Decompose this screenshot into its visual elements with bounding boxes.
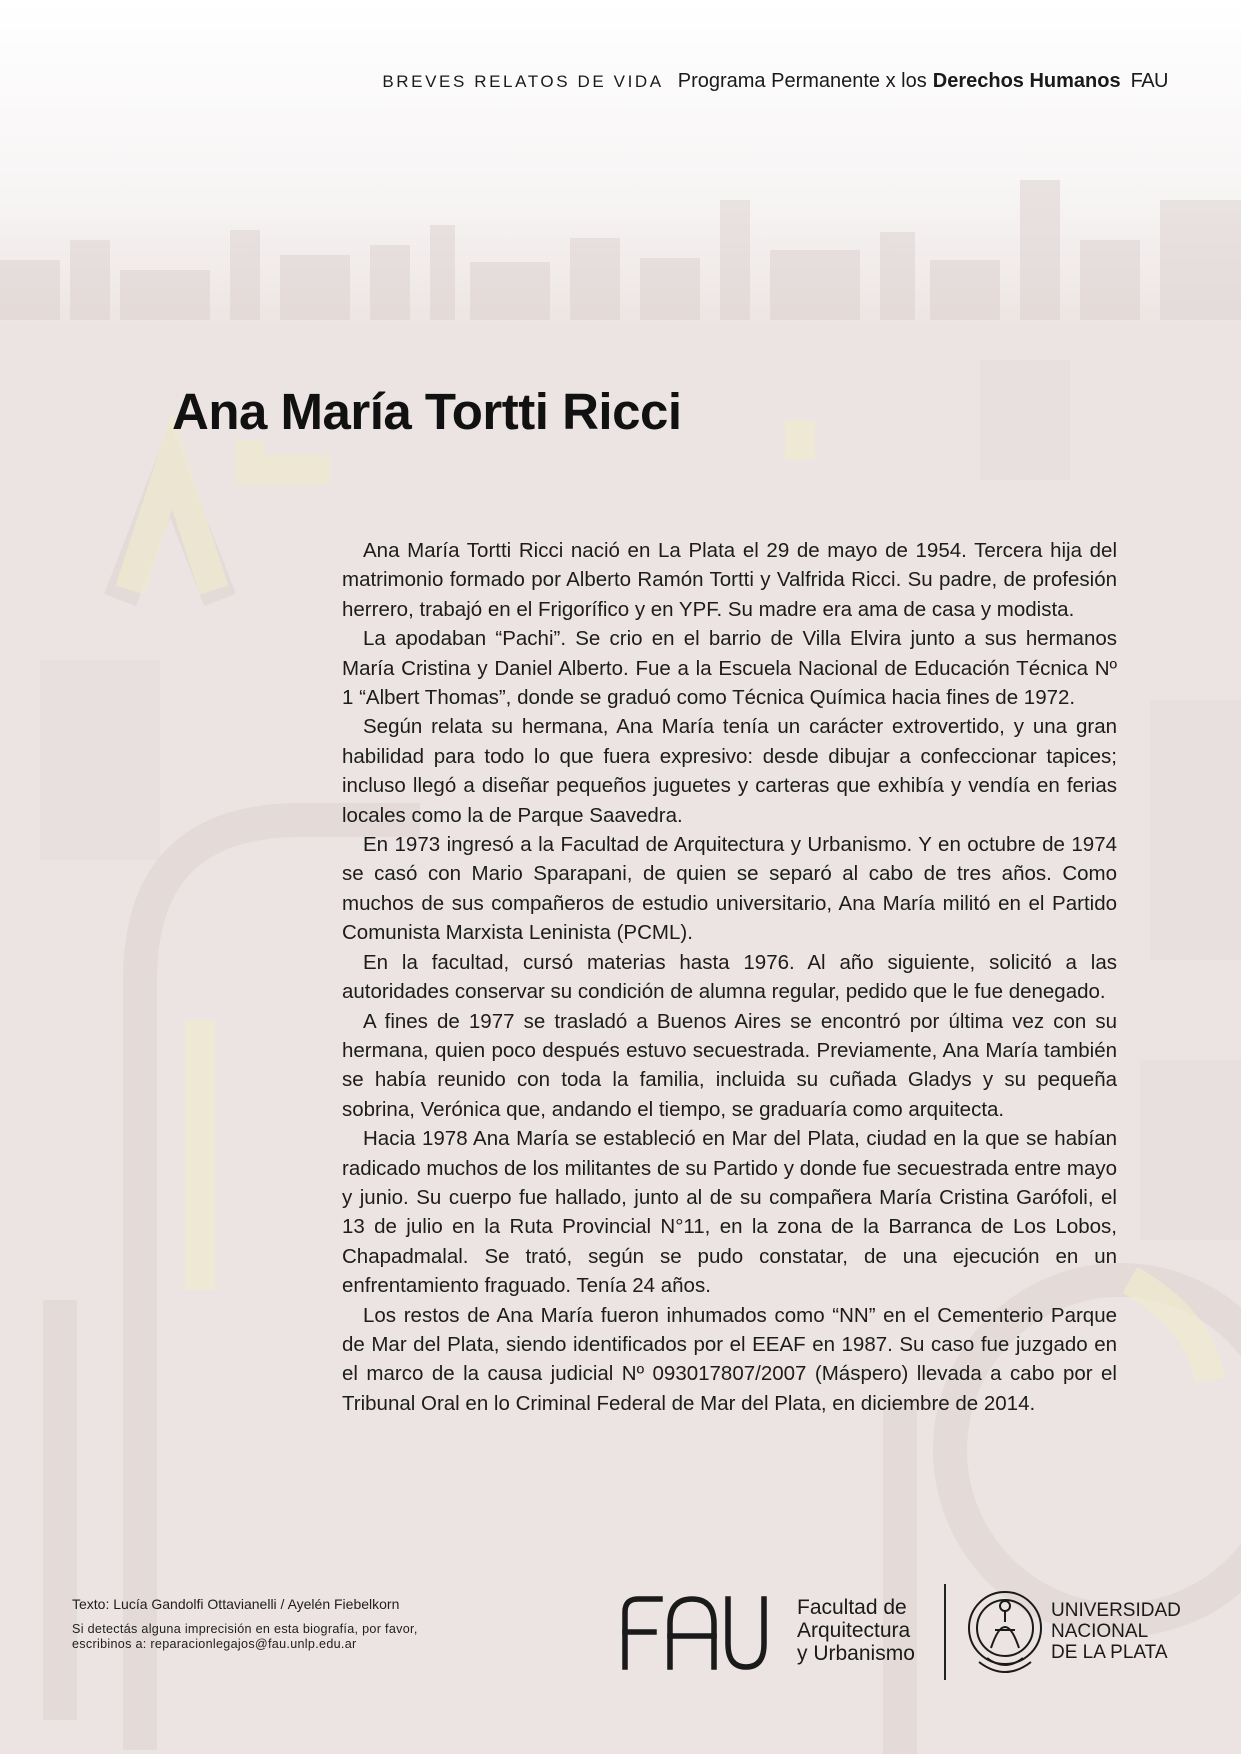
program-label: Programa Permanente x los	[677, 70, 927, 92]
credits-notice: Si detectás alguna imprecisión en esta biografía, por favor, escribinos a: reparacionlegajos@fau.unlp.edu.ar	[72, 1622, 418, 1651]
paragraph: Según relata su hermana, Ana María tenía un carácter extrovertido, y una gran habilidad para todo lo que fuera expresivo: desde dibujar a confeccionar tapices; incluso llegó a diseñar pequeños juguetes y carteras que exhibía y vendía en ferias locales como la de Parque Saavedra.	[342, 715, 1117, 827]
unlp-seal-icon	[965, 1586, 1045, 1678]
faculty-name	[797, 1596, 915, 1665]
unlp-name	[1051, 1600, 1181, 1663]
credits	[72, 1596, 472, 1652]
faculty-line: Facultad de	[797, 1596, 907, 1619]
paragraph: Ana María Tortti Ricci nació en La Plata el 29 de mayo de 1954. Tercera hija del matrimonio formado por Alberto Ramón Tortti y Valfrida Ricci. Su padre, de profesión herrero, trabajó en el Frigorífico y en YPF. Su madre era ama de casa y modista.	[342, 539, 1117, 621]
program-label-strong: Derechos Humanos	[932, 70, 1121, 92]
paragraph: Los restos de Ana María fueron inhumados como “NN” en el Cementerio Parque de Mar del Plata, siendo identificados por el EEAF en 1987. Su caso fue juzgado en el marco de la causa judicial Nº 093017807/2007 (Máspero) llevada a cabo por el Tribunal Oral en lo Criminal Federal de Mar del Plata, en diciembre de 2014.	[342, 1303, 1117, 1415]
paragraph: En 1973 ingresó a la Facultad de Arquitectura y Urbanismo. Y en octubre de 1974 se casó con Mario Sparapani, de quien se separó al cabo de tres años. Como muchos de sus compañeros de estudio universitario, Ana María militó en el Partido Comunista Marxista Leninista (PCML).	[342, 833, 1117, 945]
paragraph: En la facultad, cursó materias hasta 1976. Al año siguiente, solicitó a las autoridades conservar su condición de alumna regular, pedido que le fue denegado.	[342, 950, 1117, 1004]
fau-logo	[620, 1594, 770, 1670]
header-fau-mark: FAU	[1130, 70, 1168, 92]
page-header	[0, 70, 1168, 93]
credits-authors: Texto: Lucía Gandolfi Ottavianelli / Ayelén Fiebelkorn	[72, 1596, 400, 1612]
paragraph: Hacia 1978 Ana María se estableció en Mar del Plata, ciudad en la que se habían radicado muchos de los militantes de su Partido y donde fue secuestrada entre mayo y junio. Su cuerpo fue hallado, junto al de su compañera María Cristina Garófoli, el 13 de julio en la Ruta Provincial N°11, en la zona de la Barranca de Los Lobos, Chapadmalal. Se trató, según se pudo constatar, de una ejecución en un enfrentamiento fraguado. Tenía 24 años.	[342, 1127, 1117, 1298]
paragraph: La apodaban “Pachi”. Se crio en el barrio de Villa Elvira junto a sus hermanos María Cristina y Daniel Alberto. Fue a la Escuela Nacional de Educación Técnica Nº 1 “Albert Thomas”, donde se graduó como Técnica Química hacia fines de 1972.	[342, 627, 1117, 710]
faculty-line: y Urbanismo	[797, 1642, 915, 1665]
faculty-line: Arquitectura	[797, 1619, 911, 1642]
logo-divider	[944, 1584, 946, 1680]
unlp-line: NACIONAL	[1051, 1621, 1149, 1642]
page-title: Ana María Tortti Ricci	[172, 383, 682, 440]
paragraph: A fines de 1977 se trasladó a Buenos Aires se encontró por última vez con su hermana, quien poco después estuvo secuestrada. Previamente, Ana María también se había reunido con toda la familia, incluida su cuñada Gladys y su pequeña sobrina, Verónica que, andando el tiempo, se graduaría como arquitecta.	[342, 1009, 1117, 1121]
series-label: BREVES RELATOS DE VIDA	[382, 72, 664, 91]
unlp-line: UNIVERSIDAD	[1051, 1600, 1181, 1621]
institution-logos	[620, 1580, 1180, 1690]
biography-text	[342, 536, 1117, 1418]
unlp-line: DE LA PLATA	[1051, 1642, 1168, 1663]
